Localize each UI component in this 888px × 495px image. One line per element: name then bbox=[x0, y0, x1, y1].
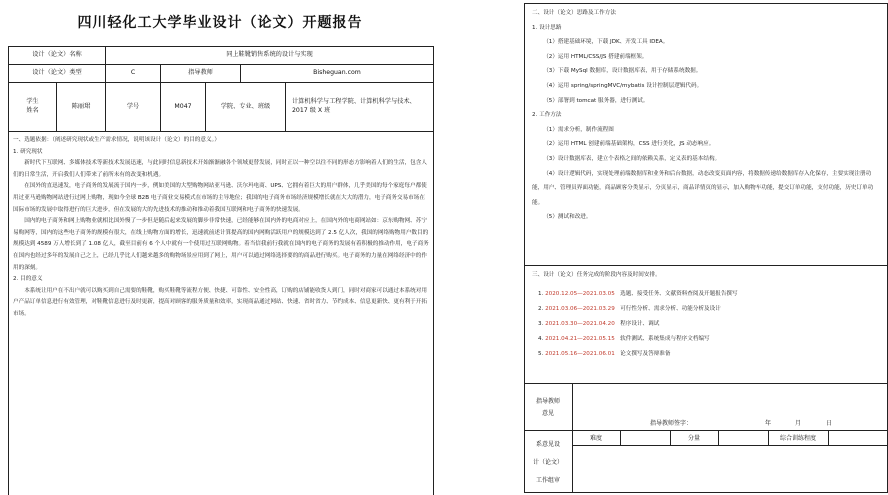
advisor-opinion-line2: 意见 bbox=[541, 410, 554, 417]
schedule-row bbox=[532, 302, 882, 317]
schedule-date: 2021.03.30—2021.04.20 bbox=[545, 321, 615, 327]
sub1-title: 1. 研究现状 bbox=[13, 148, 43, 155]
method-5: （5）测试和改进。 bbox=[543, 214, 592, 221]
schedule-task: 程序设计、调试 bbox=[620, 321, 660, 327]
section2-title: 二、设计（论文）思路及工作方法 bbox=[532, 10, 616, 16]
schedule-task: 论文撰写及答辩准备 bbox=[620, 351, 671, 357]
dept-opinion-label bbox=[526, 436, 570, 490]
schedule-row bbox=[532, 347, 882, 362]
section3-body bbox=[532, 268, 882, 362]
date-month: 月 bbox=[795, 420, 802, 427]
section1-title: 一、选题依据：（阐述研究现状或生产需求情况，说明该设计（论文）的目的意义。） bbox=[13, 137, 220, 143]
advisor-divider bbox=[524, 383, 888, 384]
schedule-task: 软件测试、系统集成与程序文档编写 bbox=[620, 336, 710, 342]
section3-title: 三、设计（论文）任务完成的阶段内容及时间安排。 bbox=[532, 272, 661, 278]
section2-body bbox=[532, 6, 882, 225]
step-4: （4）运用 spring/springMVC/mybatis 设计控制层逻辑代码。 bbox=[543, 82, 703, 89]
design-sub: 1. 设计思路 bbox=[532, 24, 562, 31]
advisor-sign: 指导教师签字： bbox=[650, 420, 693, 427]
advisor-opinion-line1: 指导教师 bbox=[535, 398, 560, 405]
right-page bbox=[510, 0, 888, 495]
score-training: 综合训练程度 bbox=[768, 430, 829, 445]
schedule-date: 2021.04.21—2021.05.15 bbox=[545, 336, 615, 342]
score-amount-value bbox=[718, 430, 769, 445]
schedule-date: 2021.03.06—2021.03.29 bbox=[545, 306, 615, 312]
schedule-date: 2020.12.05—2021.03.05 bbox=[545, 291, 615, 297]
para4: 本系统让用户在不出户就可以购买到自己需要的鞋靴，购买鞋靴等流程方便、快捷、可靠性、安全性高，订购的店铺能收货人到门，同时对商家可以通过本系统对用户产品订单信息进行有效管理，对鞋靴信息进行及时更新，提高对顾客的服务质量和效率，实现商品通过网站、快速、省时省力、节约成本、信息更新快、更有利于开拓市场。 bbox=[13, 287, 427, 317]
advisor-value: Bisheguan.com bbox=[241, 65, 433, 83]
method-2: （2）运用 HTML 创建前端基础架构，CSS 进行美化，JS 动态响应。 bbox=[543, 141, 715, 148]
section1-body bbox=[13, 135, 429, 321]
step-1: （1）搭建基础环境，下载 JDK、开发工具 IDEA。 bbox=[543, 39, 669, 46]
schedule-row bbox=[532, 317, 882, 332]
para2: 在国外的直迅速发，电子商务的发展流于国内一步，例如美国的大型购物网站亚马逊、沃尔玛电商、UPS、它拥有着巨大的用户群体，几乎美国的每个家庭每户都使用过亚马逊购物网站进行过网上购物，现如今全球 B2B 电子商业交易模式在市场的主导地位；我国的电子商务市场经济规模增长就在大大的潜力，电子商务交易市场在国际市场的发展中取得进行的巨大进步，但在发展的大的先进技术的推动和推动着我国互联网和电子商务的快速发展。 bbox=[13, 183, 427, 213]
page-gap bbox=[440, 0, 510, 495]
type-value: C bbox=[106, 65, 161, 83]
date-year: 年 bbox=[765, 420, 772, 427]
method-1: （1）需求分析，制作流程图 bbox=[543, 126, 614, 133]
score-amount: 分量 bbox=[670, 430, 719, 445]
id-label: 学号 bbox=[106, 83, 161, 131]
schedule-date: 2021.05.16—2021.06.01 bbox=[545, 351, 615, 357]
dept-line2: 计（论文） bbox=[532, 459, 563, 466]
schedule-no: 5. bbox=[538, 351, 544, 357]
student-label-line2: 姓名 bbox=[26, 107, 39, 114]
schedule-row bbox=[532, 287, 882, 302]
schedule-no: 2. bbox=[538, 306, 544, 312]
name-value: 同上鞋靴销售系统的设计与实现 bbox=[106, 47, 433, 65]
step-3: （3）下载 MySql 数据库，设计数据库表，用于存储系统数据。 bbox=[543, 68, 702, 75]
student-label bbox=[9, 83, 57, 131]
date-day: 日 bbox=[826, 420, 833, 427]
step-5: （5）部署到 tomcat 服务器，进行测试。 bbox=[543, 97, 649, 104]
sub2-title: 2. 目的意义 bbox=[13, 276, 43, 283]
para1: 新时代下互联网、多媒体技术等新技术发展迅速，与此同时信息新技术开始渐渐融各个领域更替发展，同时正以一种空以往不同的形态方影响着人们的生活，包含人们的日常生活，开启我们人们带来了前所未有的改变和机遇。 bbox=[13, 160, 427, 178]
major-value: 计算机科学与工程学院、计算机科学与技术、2017 级 X 班 bbox=[292, 98, 416, 114]
schedule-no: 1. bbox=[538, 291, 544, 297]
advisor-label: 指导教师 bbox=[161, 65, 241, 83]
score-difficulty-value bbox=[620, 430, 671, 445]
method-4: （4）设计逻辑代码，实现处理前端数据库和业务和后台数据，动态改变页面内容，将数据传递给数据库存入化保存，主要实现注册功能，用户、管理员界面功能，商品顾客分类显示，分页显示，商品详情页的显示，加入购物车功能，提交订单功能，支付功能，历史订单功能。 bbox=[532, 170, 874, 206]
score-difficulty: 难度 bbox=[572, 430, 621, 445]
major-label: 学院、专业、班级 bbox=[206, 83, 286, 131]
method-3: （3）设计数据库表，建立个表格之间的依赖关系，定义表的基本结构。 bbox=[543, 155, 721, 162]
name-label: 设计（论文）名称 bbox=[9, 47, 106, 65]
schedule-no: 4. bbox=[538, 336, 544, 342]
report-title: 四川轻化工大学毕业设计（论文）开题报告 bbox=[77, 15, 363, 31]
section3-divider bbox=[524, 265, 888, 266]
id-value: M047 bbox=[161, 83, 206, 131]
advisor-opinion-label bbox=[526, 396, 570, 420]
student-name: 陈丽珺 bbox=[57, 83, 106, 131]
dept-line1: 系意见设 bbox=[535, 441, 560, 448]
type-label: 设计（论文）类型 bbox=[9, 65, 106, 83]
dept-line3: 工作组审 bbox=[535, 477, 560, 484]
score-row bbox=[572, 430, 888, 446]
student-label-line1: 学生 bbox=[26, 98, 39, 106]
schedule-task: 可行性分析、需求分析、功能分析及设计 bbox=[620, 306, 721, 312]
step-2: （2）运用 HTML/CSS/JS 搭建前端框架。 bbox=[543, 53, 648, 60]
schedule-task: 选题、接受任务、文献资料查阅及开题报告撰写 bbox=[620, 291, 738, 297]
schedule-no: 3. bbox=[538, 321, 544, 327]
method-sub: 2. 工作方法 bbox=[532, 112, 562, 119]
para3: 国内的电子商务和网上购物业就相比国外慢了一步但是随后起来发展的脚步非常快速，已经能够在国内外的电商对应上，在国内外的电商网站如：京东购物网、苏宁易购网等，国内的这些电子商务的规模有很大，在线上购物方面的增长，迅速就前述计算提高的国内网购活跃用户的规模达到了 2.5 亿人次，我国的网络购物用户数目的规模达到 4589 万人增长到了 1.08 亿人，截至目前有 6 个人中就有一个使用过互联网购物。着当信我前行我就在国内的电子商务的发展有着积极的推动作用，电子商务在国内也经过多年的发展自己之上，已经几乎比人们越来越多的购物场景应用到了网上，用户可以通过网络选择要的的商品进行购买。电子商务的力量在网络经济中的作用的深刻。 bbox=[13, 218, 429, 271]
info-table bbox=[8, 46, 434, 132]
schedule-row bbox=[532, 332, 882, 347]
left-page bbox=[0, 0, 440, 495]
